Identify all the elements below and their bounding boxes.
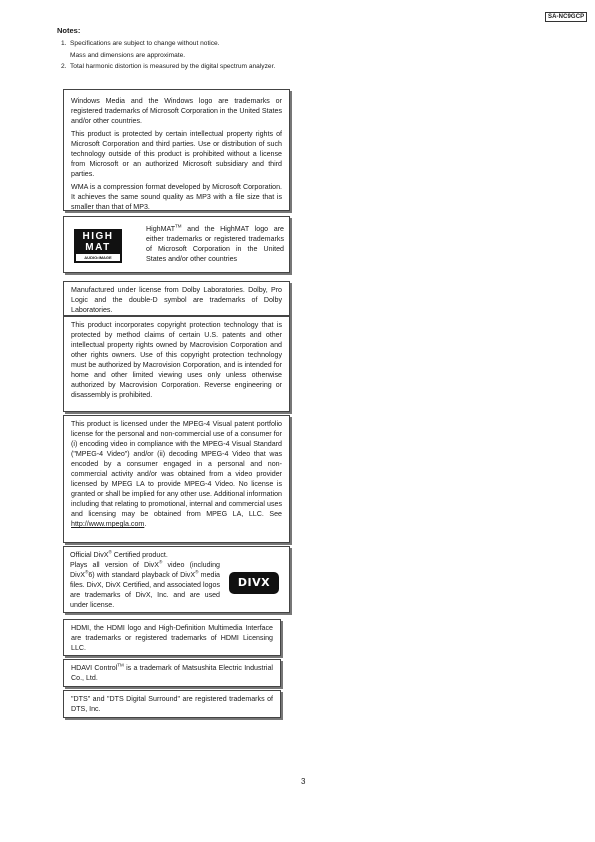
mpeg4-license-notice [63,415,290,543]
mpegla-link[interactable]: http://www.mpegla.com [71,520,145,528]
highmat-notice [63,216,290,273]
wma-description-text: WMA is a compression format developed by Microsoft Corporation. It achieves the same sound quality as MP3 with a file size that is smaller than that of MP3. [71,183,282,211]
divx-notice [63,546,290,613]
hdmi-trademark-text: HDMI, the HDMI logo and High-Definition Multimedia Interface are trademarks or registered trademarks of HDMI Licensing LLC. [71,624,273,652]
windows-trademark-text: Windows Media and the Windows logo are trademarks or registered trademarks of Microsoft Corporation in the United States and/or other countries. [71,97,282,125]
note-item [61,50,291,62]
dts-notice [63,690,281,718]
windows-media-notice [63,89,290,211]
macrovision-notice [63,316,290,412]
page-number: 3 [301,777,306,786]
macrovision-text: This product incorporates copyright protection technology that is protected by method claims of certain U.S. patents and other intellectual property rights owned by Macrovision Corporation and other rights owners. Use of this copyright protection technology must be authorized by Macrovision Corporation, and is intended for home and other limited viewing uses only unless otherwise authorized by Macrovision Corporation. Reverse engineering or disassembly is prohibited. [71,321,282,399]
hdavi-notice [63,659,281,687]
divx-logo: DIVX [229,572,279,594]
note-number [61,50,70,62]
dolby-trademark-text: Manufactured under license from Dolby Laboratories. Dolby, Pro Logic and the double-D symbol are trademarks of Dolby Laboratories. [71,286,282,314]
note-number: 1. [61,40,67,47]
note-number: 2. [61,63,67,70]
divx-text: Official DivX® Certified product. Plays all version of DivX® video (including DivX®6) with standard playback of DivX® media files. DivX, DivX Certified, and associated logos are trademarks of DivX, Inc. and are used under license. [70,549,220,609]
model-number-tag: SA-NC9GCP [545,12,587,22]
notes-heading: Notes: [57,26,81,35]
windows-ip-text: This product is protected by certain intellectual property rights of Microsoft Corporation and third parties. Use or distribution of such technology outside of this product is prohibited without a license from Microsoft or an authorized Microsoft subsidiary and third parties. [71,130,282,178]
dts-trademark-text: "DTS" and "DTS Digital Surround" are registered trademarks of DTS, Inc. [71,695,273,713]
mpeg4-license-text: This product is licensed under the MPEG-4 Visual patent portfolio license for the personal and non-commercial use of a consumer for (i) encoding video in compliance with the MPEG-4 Visual Standard ("MPEG-4 Video") and/or (ii) decoding MPEG-4 Video that was encoded by a consumer engaged in a personal and non-commercial activity and/or was obtained from a video provider licensed by MPEG LA to provide MPEG-4 Video. No license is granted or shall be implied for any other use. Additional information including that relating to promotional, internal and commercial uses and licensing may be obtained from MPEG LA, LLC. See http://www.mpegla.com. [71,420,282,528]
note-text: Specifications are subject to change without notice. [70,40,220,47]
note-item [61,61,291,73]
hdavi-trademark-text: HDAVI Control™ is a trademark of Matsushita Electric Industrial Co., Ltd. [71,662,273,682]
note-text: Total harmonic distortion is measured by the digital spectrum analyzer. [70,63,276,70]
note-item [61,38,291,50]
notes-list [61,38,291,73]
highmat-logo: HIGH MAT AUDIO•IMAGE [74,229,122,263]
hdmi-notice [63,619,281,656]
note-text: Mass and dimensions are approximate. [70,51,186,59]
dolby-notice [63,281,290,316]
highmat-trademark-text: HighMAT™ and the HighMAT logo are either trademarks or registered trademarks of Microsoft Corporation in the United States and/or other countries [146,223,284,263]
